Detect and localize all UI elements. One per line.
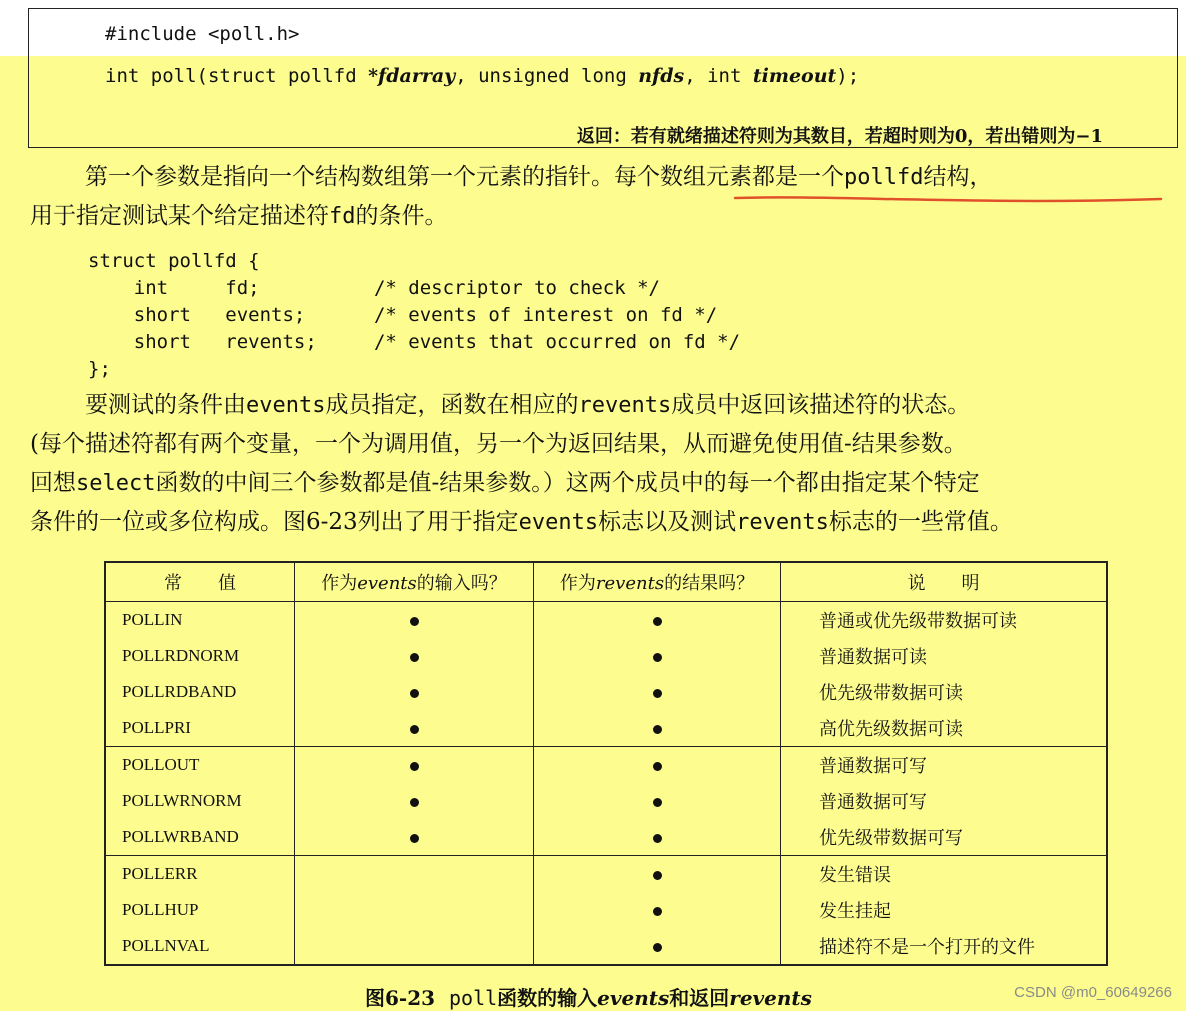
text-run: 标志以及测试 xyxy=(598,509,737,535)
text-run: 第一个参数是指向一个结构数组第一个元素的指针。 xyxy=(85,164,614,190)
text-run: 的输入吗？ xyxy=(416,573,507,594)
return-value-note: 返回：若有就绪描述符则为其数目，若超时则为0，若出错则为−1 xyxy=(576,126,1103,147)
cell-events-input xyxy=(295,819,534,856)
csdn-watermark: CSDN @m0_60649266 xyxy=(1014,984,1172,1001)
text-run: 函数的中间三个参数都是值-结果参数。）这两个成员中的每一个都由指定某个特定 xyxy=(155,470,980,496)
table-row xyxy=(105,856,1107,893)
text-run: 函数的输入 xyxy=(497,986,598,1010)
text-run: 用于指定测试某个给定描述符 xyxy=(30,203,329,229)
table-header-row xyxy=(105,562,1107,602)
cell-description: 发生错误 xyxy=(781,856,1108,893)
cell-description: 描述符不是一个打开的文件 xyxy=(781,928,1108,965)
table-row xyxy=(105,783,1107,819)
struct-line: int fd; /* descriptor to check */ xyxy=(88,277,660,299)
cell-constant: POLLERR xyxy=(105,856,295,893)
cell-revents-result xyxy=(534,819,781,856)
paragraph-1-line-1 xyxy=(30,158,992,197)
cell-revents-result xyxy=(534,892,781,928)
paragraph-2-line-1 xyxy=(30,386,1013,425)
cell-revents-result xyxy=(534,856,781,893)
bullet-dot xyxy=(653,653,662,662)
cell-revents-result xyxy=(534,602,781,639)
code-select: select xyxy=(76,471,156,496)
text-run: revents xyxy=(595,573,665,594)
cell-constant: POLLWRBAND xyxy=(105,819,295,856)
cell-description: 优先级带数据可读 xyxy=(781,674,1108,710)
cell-events-input xyxy=(295,710,534,747)
bullet-dot xyxy=(653,725,662,734)
bullet-dot xyxy=(653,762,662,771)
param-timeout: timeout xyxy=(752,65,837,87)
text-run: 条件的一位或多位构成。图6-23列出了用于指定 xyxy=(30,509,519,535)
text-run: 和返回 xyxy=(669,986,730,1010)
bullet-dot xyxy=(410,617,419,626)
text-run: 作为 xyxy=(321,573,358,594)
struct-line: }; xyxy=(88,358,111,380)
text-run: revents xyxy=(729,986,812,1010)
text-run: 结构， xyxy=(923,164,993,190)
paragraph-2-line-2: (每个描述符都有两个变量，一个为调用值，另一个为返回结果，从而避免使用值-结果参数。 xyxy=(30,431,967,457)
text-run: 成员中返回该描述符的状态。 xyxy=(671,392,971,418)
header-revents-result xyxy=(534,562,781,602)
struct-line: struct pollfd { xyxy=(88,250,260,272)
table-row xyxy=(105,710,1107,747)
cell-description: 普通数据可读 xyxy=(781,638,1108,674)
bullet-dot xyxy=(653,689,662,698)
text-run: 的结果吗？ xyxy=(664,573,755,594)
struct-line: short events; /* events of interest on fd */ xyxy=(88,304,718,326)
text-run: events xyxy=(597,986,670,1010)
text-run: 回想 xyxy=(30,470,76,496)
paragraph-2 xyxy=(30,386,1013,542)
text-run: events xyxy=(357,573,417,594)
cell-constant: POLLWRNORM xyxy=(105,783,295,819)
red-underline-annotation xyxy=(733,193,1165,207)
cell-events-input xyxy=(295,747,534,784)
table-row xyxy=(105,928,1107,965)
bullet-dot xyxy=(653,907,662,916)
paragraph-2-line-3 xyxy=(30,464,1013,503)
bullet-dot xyxy=(410,762,419,771)
cell-constant: POLLRDNORM xyxy=(105,638,295,674)
cell-constant: POLLHUP xyxy=(105,892,295,928)
cell-revents-result xyxy=(534,674,781,710)
code-revents: revents xyxy=(736,510,829,535)
table-body xyxy=(105,602,1107,966)
table-row xyxy=(105,602,1107,639)
bullet-dot xyxy=(653,834,662,843)
bullet-dot xyxy=(653,943,662,952)
table-row xyxy=(105,747,1107,784)
caption-code: poll xyxy=(449,986,498,1010)
text-run: 成员指定，函数在相应的 xyxy=(325,392,579,418)
cell-revents-result xyxy=(534,710,781,747)
cell-events-input xyxy=(295,638,534,674)
proto-part: , int xyxy=(684,65,753,87)
cell-description: 优先级带数据可写 xyxy=(781,819,1108,856)
cell-constant: POLLNVAL xyxy=(105,928,295,965)
poll-flags-table xyxy=(104,561,1108,966)
bullet-dot xyxy=(410,653,419,662)
struct-line: short revents; /* events that occurred on fd */ xyxy=(88,331,741,353)
cell-description: 发生挂起 xyxy=(781,892,1108,928)
bullet-dot xyxy=(410,834,419,843)
proto-part: ); xyxy=(836,65,860,87)
table-row xyxy=(105,674,1107,710)
table-row xyxy=(105,638,1107,674)
text-run: 标志的一些常值。 xyxy=(828,509,1013,535)
cell-revents-result xyxy=(534,783,781,819)
cell-constant: POLLRDBAND xyxy=(105,674,295,710)
cell-events-input xyxy=(295,674,534,710)
cell-constant: POLLIN xyxy=(105,602,295,639)
cell-description: 普通数据可写 xyxy=(781,783,1108,819)
param-nfds: nfds xyxy=(638,65,685,87)
cell-description: 普通或优先级带数据可读 xyxy=(781,602,1108,639)
code-events: events xyxy=(518,510,599,535)
table-row xyxy=(105,819,1107,856)
cell-events-input xyxy=(295,856,534,893)
code-events: events xyxy=(246,393,326,418)
cell-description: 普通数据可写 xyxy=(781,747,1108,784)
cell-revents-result xyxy=(534,747,781,784)
header-description: 说 明 xyxy=(781,562,1108,602)
code-revents: revents xyxy=(578,393,672,418)
cell-events-input xyxy=(295,928,534,965)
header-events-input xyxy=(295,562,534,602)
proto-part: int poll(struct pollfd xyxy=(105,65,369,87)
include-line: #include <poll.h> xyxy=(105,23,300,45)
bullet-dot xyxy=(410,689,419,698)
bullet-dot xyxy=(410,725,419,734)
cell-constant: POLLPRI xyxy=(105,710,295,747)
text-run: 作为 xyxy=(559,573,596,594)
paragraph-2-line-4 xyxy=(30,503,1013,542)
text-run: 的条件。 xyxy=(355,203,448,229)
cell-events-input xyxy=(295,602,534,639)
proto-part: , unsigned long xyxy=(455,65,639,87)
bullet-dot xyxy=(653,871,662,880)
code-pollfd: pollfd xyxy=(844,165,924,190)
bullet-dot xyxy=(410,798,419,807)
table-row xyxy=(105,892,1107,928)
bullet-dot xyxy=(653,798,662,807)
header-constant: 常 值 xyxy=(105,562,295,602)
figure-caption xyxy=(365,982,812,1011)
cell-constant: POLLOUT xyxy=(105,747,295,784)
bullet-dot xyxy=(653,617,662,626)
cell-revents-result xyxy=(534,928,781,965)
text-run: 每个数组元素都是一个 xyxy=(614,164,844,190)
caption-figure-number: 图6-23 xyxy=(365,986,436,1010)
param-fdarray: *fdarray xyxy=(368,65,456,87)
function-signature-box xyxy=(28,8,1178,148)
code-fd: fd xyxy=(329,204,356,229)
cell-events-input xyxy=(295,892,534,928)
cell-events-input xyxy=(295,783,534,819)
poll-prototype xyxy=(105,65,859,87)
cell-description: 高优先级数据可读 xyxy=(781,710,1108,747)
cell-revents-result xyxy=(534,638,781,674)
text-run: 要测试的条件由 xyxy=(85,392,246,418)
